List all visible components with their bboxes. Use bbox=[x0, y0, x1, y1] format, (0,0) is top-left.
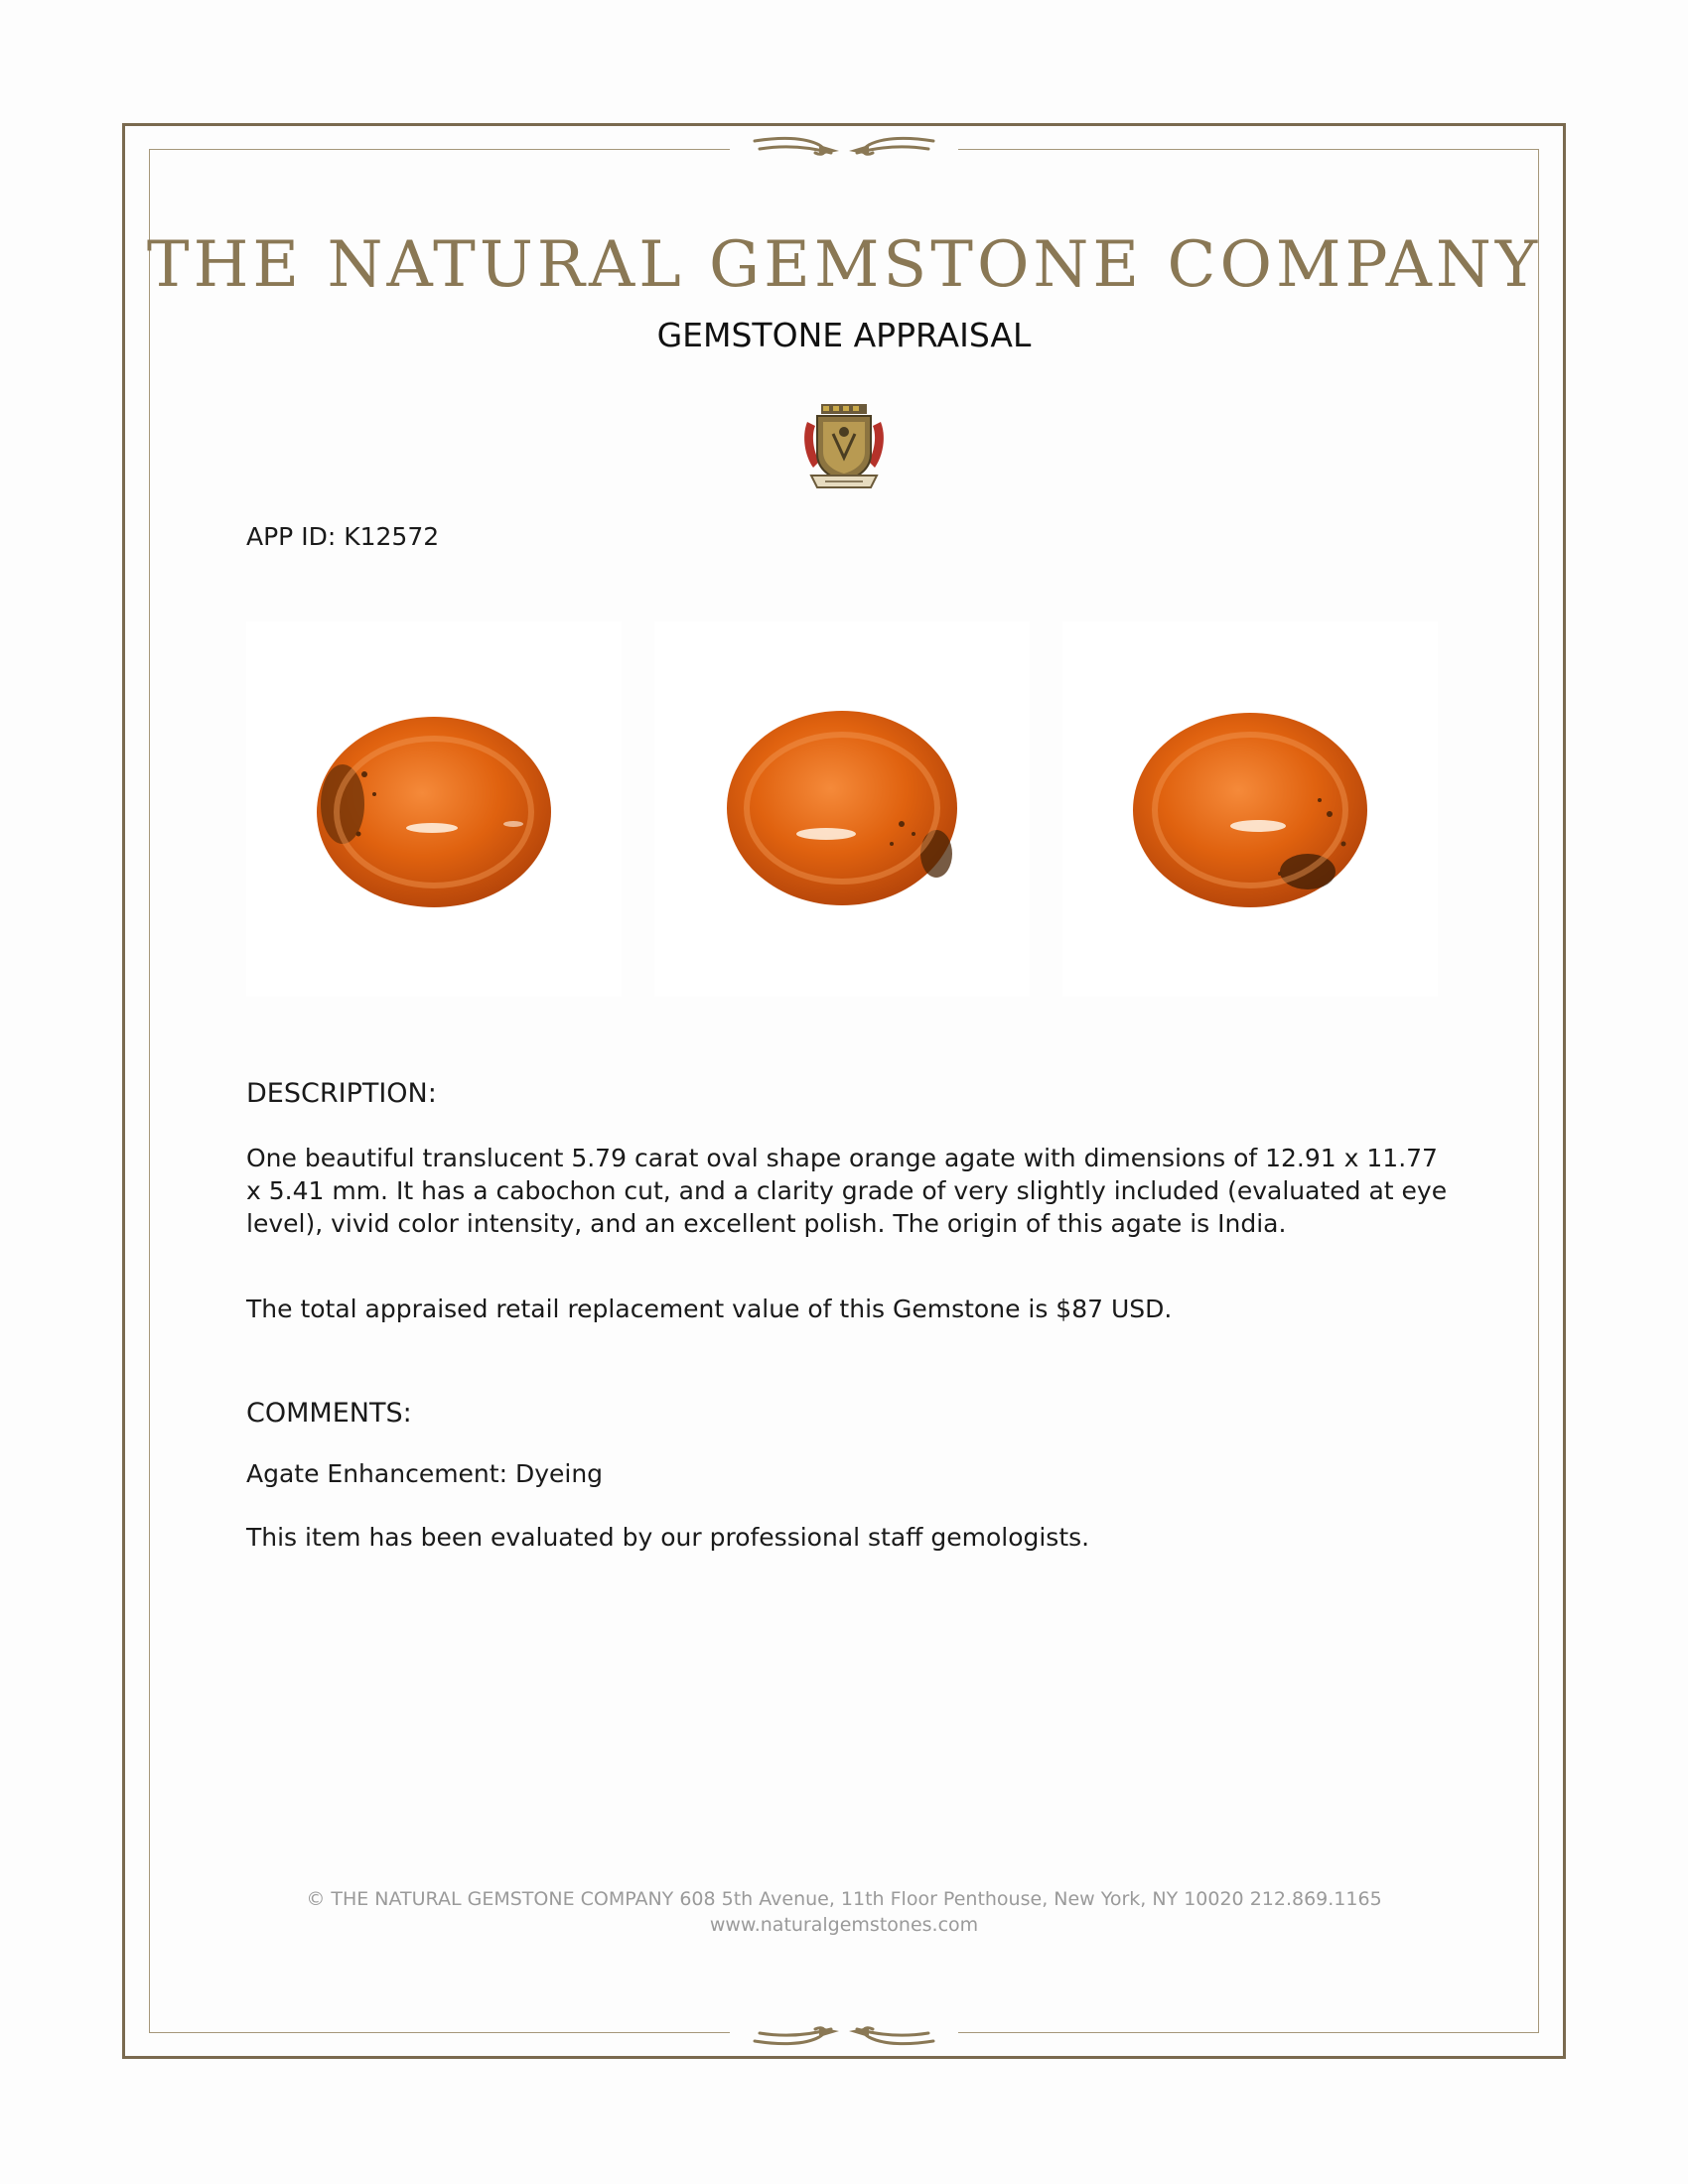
top-ornament-icon bbox=[750, 135, 938, 161]
description-heading: DESCRIPTION: bbox=[246, 1078, 437, 1109]
gem-photo-right bbox=[1062, 621, 1438, 997]
app-id bbox=[246, 522, 439, 551]
agate-cabochon-icon bbox=[723, 705, 961, 913]
enhancement-note: Agate Enhancement: Dyeing bbox=[246, 1459, 604, 1488]
app-id-label: APP ID: bbox=[246, 522, 337, 551]
gem-photo-center bbox=[654, 621, 1030, 997]
agate-cabochon-icon bbox=[1131, 705, 1369, 913]
footer-website-link[interactable]: www.naturalgemstones.com bbox=[709, 1914, 979, 1936]
document-title: GEMSTONE APPRAISAL bbox=[656, 316, 1032, 354]
appraised-value-statement: The total appraised retail replacement value of this Gemstone is $87 USD. bbox=[246, 1295, 1173, 1323]
footer-address: © THE NATURAL GEMSTONE COMPANY 608 5th Avenue, 11th Floor Penthouse, New York, NY 10020 212.869.1165 bbox=[306, 1888, 1382, 1910]
gem-photo-left bbox=[246, 621, 622, 997]
agate-cabochon-icon bbox=[315, 705, 553, 913]
app-id-value: K12572 bbox=[344, 522, 440, 551]
crest-logo-icon bbox=[799, 402, 889, 493]
comments-heading: COMMENTS: bbox=[246, 1398, 412, 1429]
company-name: THE NATURAL GEMSTONE COMPANY bbox=[146, 228, 1542, 302]
description-body: One beautiful translucent 5.79 carat oval shape orange agate with dimensions of 12.91 x 11.77 x 5.41 mm. It has a cabochon cut, and a clarity grade of very slightly included (evaluated at eye level), vivid color intensity, and an excellent polish. The origin of this agate is India. bbox=[246, 1144, 1448, 1238]
bottom-ornament-icon bbox=[750, 2021, 938, 2047]
evaluation-note: This item has been evaluated by our professional staff gemologists. bbox=[246, 1523, 1090, 1552]
